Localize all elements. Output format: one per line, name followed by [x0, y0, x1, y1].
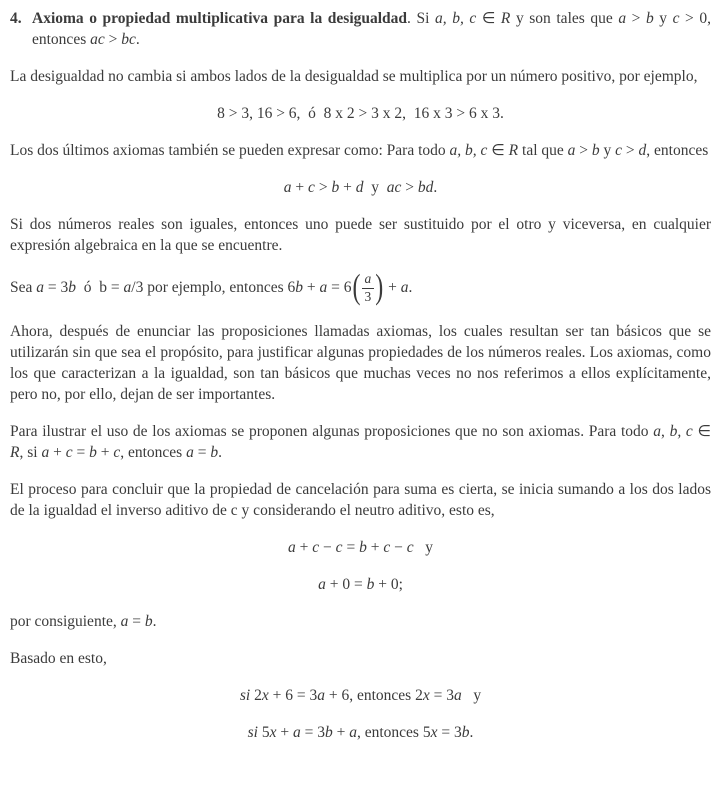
equation-cancel-step-1: a + c − c = b + c − c y — [288, 538, 433, 556]
para-inequality-multiplication: La desigualdad no cambia si ambos lados de la desigualdad se multiplica por un número positivo, por ejemplo, — [10, 68, 698, 85]
para-based-on-this: Basado en esto, — [10, 649, 107, 667]
equation-example-2: si 5x + a = 3b + a, entonces 5x = 3b. — [247, 723, 474, 741]
axiom-item-4 — [10, 8, 711, 50]
para-axioms-discussion: Ahora, después de enunciar las proposiciones llamadas axiomas, los cuales resultan ser tan básicos que se utilizarán sin que sea el propósito, para justificar algunas propiedades de los números reales. Los axiomas, como los que caracterizan a la igualdad, son tan básicos que muchas veces no nos referimos a ellos explícitamente, pero no, por ello, dejan de ser importantes. — [10, 322, 711, 403]
equation-cancel-step-2: a + 0 = b + 0; — [318, 575, 403, 593]
para-example-fraction: Sea a = 3b ó b = a/3 por ejemplo, entonces 6b + a = 6 ( $\frac{a}{3}$ ) + a. — [10, 269, 413, 308]
axiom-4-number: 4. — [10, 10, 22, 27]
equation-numeric-example: 8 > 3, 16 > 6, ó 8 x 2 > 3 x 2, 16 x 3 > 6 x 3. — [217, 105, 504, 122]
axiom-4-text: Axioma o propiedad multiplicativa para la desigualdad. Si a, b, c ∈ R y son tales que a > b y c > 0, entonces ac > bc. — [32, 10, 711, 48]
para-cancellation-process: El proceso para concluir que la propiedad de cancelación para suma es cierta, se inicia sumando a los dos lados de la igualdad el inverso aditivo de c y considerando el neutro aditivo, esto es, — [10, 480, 711, 519]
para-consequence: por consiguiente, a = b. — [10, 612, 157, 630]
para-last-two-axioms: Los dos últimos axiomas también se pueden expresar como: Para todo a, b, c ∈ R tal que a > b y c > d, entonces — [10, 142, 709, 159]
equation-example-1: si 2x + 6 = 3a + 6, entonces 2x = 3a y — [239, 686, 482, 704]
equation-sum-product: a + c > b + d y ac > bd. — [283, 179, 438, 196]
para-cancellation-intro: Para ilustrar el uso de los axiomas se proponen algunas proposiciones que no son axiomas. Para todo a, b, c ∈ R, si a + c = b + c, entonces a = b. — [10, 422, 711, 461]
fraction: ( $\frac{a}{3}$ ) — [352, 269, 384, 308]
para-substitution: Si dos números reales son iguales, entonces uno puede ser sustituido por el otro y viceversa, en cualquier expresión algebraica en la que se encuentre. — [10, 216, 711, 254]
